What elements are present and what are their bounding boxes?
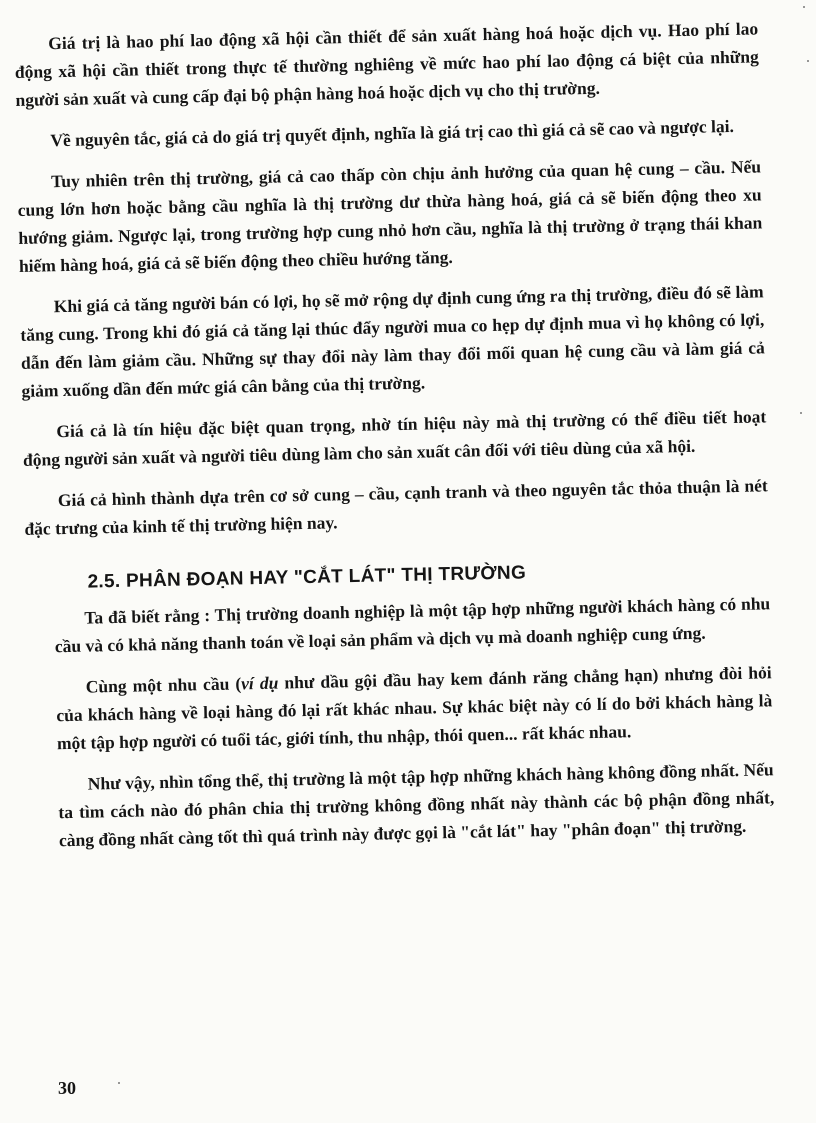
scan-speck <box>800 412 802 414</box>
italic-phrase: ví dụ <box>240 672 279 694</box>
scan-speck <box>803 6 805 8</box>
text-fragment: Cùng một nhu cầu ( <box>85 673 242 697</box>
paragraph-value-definition: Giá trị là hao phí lao động xã hội cần thiết để sản xuất hàng hoá hoặc dịch vụ. Hao phí lao động xã hội cần thiết trong thực tế thường nghiêng về mức hao phí lao động cá biệt của những người sản xuất và cung cấp đại bộ phận hàng hoá hoặc dịch vụ cho thị trường. <box>14 18 759 110</box>
scan-speck <box>807 60 809 62</box>
paragraph-segmentation: Như vậy, nhìn tổng thể, thị trường là một tập hợp những khách hàng không đồng nhất. Nếu ta tìm cách nào đó phân chia thị trường không đồng nhất này thành các bộ phận đồng nhất, càng đồng nhất càng tốt thì quá trình này được gọi là "cắt lát" hay "phân đoạn" thị trường. <box>58 759 775 851</box>
page-number: 30 <box>58 1078 76 1098</box>
section-heading: 2.5. PHÂN ĐOẠN HAY "CẮT LÁT" THỊ TRƯỜNG <box>87 562 527 593</box>
page-body <box>14 14 775 854</box>
paragraph-market-definition: Ta đã biết rằng : Thị trường doanh nghiệp là một tập hợp những người khách hàng có nhu cầu và có khả năng thanh toán về loại sản phẩm và dịch vụ mà doanh nghiệp cung ứng. <box>54 593 771 657</box>
paragraph-price-increase: Khi giá cả tăng người bán có lợi, họ sẽ mở rộng dự định cung ứng ra thị trường, điều đó sẽ làm tăng cung. Trong khi đó giá cả tăng lại thúc đẩy người mua co hẹp dự định mua vì họ không có lợi, dẫn đến làm giảm cầu. Những sự thay đổi này làm thay đổi mối quan hệ cung cầu và làm giá cả giảm xuống dần đến mức giá cân bằng của thị trường. <box>20 281 766 401</box>
text-fragment: như dầu gội đầu hay kem đánh răng chẳng hạn) nhưng đòi hỏi của khách hàng về loại hàng đó lại rất khác nhau. Sự khác biệt này có lí do bởi khách hàng là một tập hợp người có tuổi tác, giới tính, thu nhập, thói quen... rất khác nhau. <box>56 662 773 754</box>
scan-speck <box>118 1082 120 1084</box>
paragraph-customer-needs <box>27 658 773 758</box>
paragraph-market-economy: Giá cả hình thành dựa trên cơ sở cung – cầu, cạnh tranh và theo nguyên tắc thỏa thuận là nét đặc trưng của kinh tế thị trường hiện nay. <box>24 475 768 539</box>
paragraph-price-signal: Giá cả là tín hiệu đặc biệt quan trọng, nhờ tín hiệu này mà thị trường có thể điều tiết hoạt động người sản xuất và người tiêu dùng làm cho sản xuất cân đối với tiêu dùng của xã hội. <box>22 406 767 470</box>
paragraph-supply-demand: Tuy nhiên trên thị trường, giá cả cao thấp còn chịu ảnh hưởng của quan hệ cung – cầu. Nếu cung lớn hơn hoặc bằng cầu nghĩa là thị trường dư thừa hàng hoá, giá cả sẽ biến động theo xu hướng giảm. Ngược lại, trong trường hợp cung nhỏ hơn cầu, nghĩa là thị trường ở trạng thái khan hiếm hàng hoá, giá cả sẽ biến động theo chiều hướng tăng. <box>17 156 763 276</box>
paragraph-pricing-principle: Về nguyên tắc, giá cả do giá trị quyết định, nghĩa là giá trị cao thì giá cả sẽ cao và ngược lại. <box>50 115 735 151</box>
